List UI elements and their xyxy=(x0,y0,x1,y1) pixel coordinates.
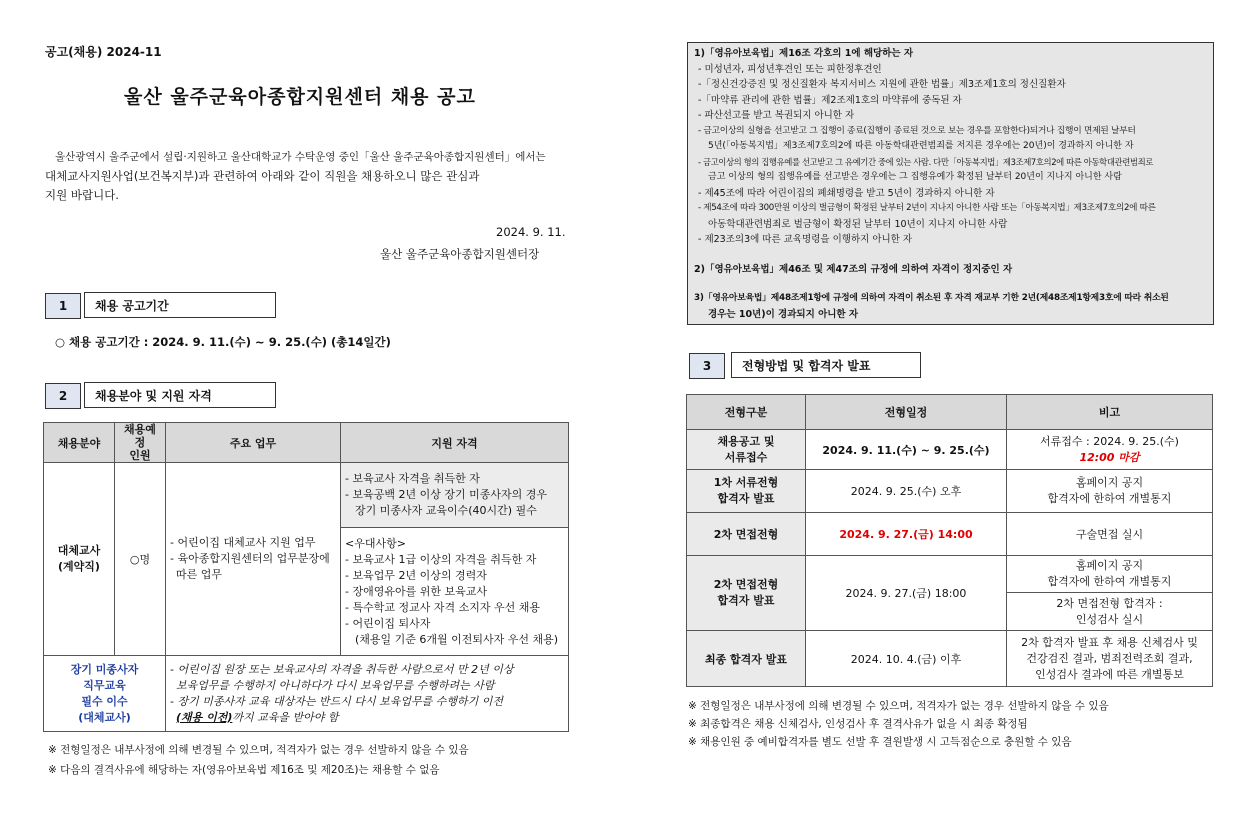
count-cell: ○명 xyxy=(115,463,166,656)
left-note: ※ 전형일정은 내부사정에 의해 변경될 수 있으며, 적격자가 없는 경우 선발하지 않을 수 있음 xyxy=(48,744,469,756)
qual-item: - 특수학교 정교사 자격 소지자 우선 채용 xyxy=(345,600,540,614)
header-count: 채용예정 인원 xyxy=(115,423,166,463)
qual-item: - 보육교사 1급 이상의 자격을 취득한 자 xyxy=(345,552,537,566)
header-stage: 전형구분 xyxy=(687,395,806,430)
header-date: 전형일정 xyxy=(806,395,1007,430)
note-cell: 구술면접 실시 xyxy=(1007,513,1213,556)
qual-preferred-cell xyxy=(341,528,569,656)
note-line: 인성검사 실시 xyxy=(1075,612,1144,626)
qual-item: - 보육교사 자격을 취득한 자 xyxy=(345,472,480,485)
stage-line: 2차 면접전형 xyxy=(713,578,779,591)
training-text-cell xyxy=(166,656,569,732)
intro-line: 대체교사지원사업(보건복지부)과 관련하여 아래와 같이 직원을 채용하오니 많은 관심과 xyxy=(45,169,480,183)
stage-line: 서류접수 xyxy=(724,450,768,464)
training-text-line: - 장기 미종사자 교육 대상자는 반드시 다시 보육업무를 수행하기 이전 xyxy=(170,694,503,708)
training-text-tail: 까지 교육을 받아야 함 xyxy=(232,710,339,724)
duties-cell xyxy=(166,463,341,656)
stage-cell xyxy=(687,430,806,470)
note-cell xyxy=(1007,470,1213,513)
disqual-item: -「정신건강증진 및 정신질환자 복지서비스 지원에 관한 법률」제3조제1호의 정신질환자 xyxy=(698,79,1066,90)
qual-item: (채용일 기준 6개월 이전퇴사자 우선 채용) xyxy=(355,632,559,646)
training-text-line: - 어린이집 원장 또는 보육교사의 자격을 취득한 사람으로서 만 2년 이상 xyxy=(170,662,514,676)
note-cell xyxy=(1007,631,1213,687)
stage-line: 채용공고 및 xyxy=(717,434,775,448)
date-cell: 2024. 9. 11.(수) ~ 9. 25.(수) xyxy=(806,430,1007,470)
note-cell xyxy=(1007,593,1213,631)
qual-item: 장기 미종사자 교육이수(40시간) 필수 xyxy=(355,504,537,517)
section-1-title: 채용 공고기간 xyxy=(84,292,276,318)
qual-item: - 보육업무 2년 이상의 경력자 xyxy=(345,568,487,582)
qual-item: - 장애영유아를 위한 보육교사 xyxy=(345,584,487,598)
signer: 울산 울주군육아종합지원센터장 xyxy=(380,247,540,261)
note-line: 합격자에 한하여 개별통지 xyxy=(1047,492,1172,505)
disqual-item: - 미성년자, 피성년후견인 또는 피한정후견인 xyxy=(698,63,882,75)
disqual-item: - 파산선고를 받고 복권되지 아니한 자 xyxy=(698,110,855,121)
note-line: 홈페이지 공지 xyxy=(1075,476,1144,489)
header-duties: 주요 업무 xyxy=(166,423,341,463)
training-label-line: 직무교육 xyxy=(83,678,126,692)
disqual-heading-3-cont: 경우는 10년)이 경과되지 아니한 자 xyxy=(708,308,859,320)
qual-item: - 어린이집 퇴사자 xyxy=(345,616,431,630)
disqual-item: 금고 이상의 형의 집행유예를 선고받은 경우에는 그 집행유예가 확정된 날부터 20년이 지나지 아니한 사람 xyxy=(708,172,1122,182)
intro-line: 지원 바랍니다. xyxy=(45,188,119,202)
header-field: 채용분야 xyxy=(44,423,115,463)
disqual-item: - 제45조에 따라 어린이집의 폐쇄명령을 받고 5년이 경과하지 아니한 자 xyxy=(698,187,995,199)
header-qualifications: 지원 자격 xyxy=(341,423,569,463)
note-line: 서류접수 : 2024. 9. 25.(수) xyxy=(1040,434,1179,448)
disqual-item: - 제23조의3에 따른 교육명령을 이행하지 아니한 자 xyxy=(698,234,913,245)
intro-paragraph xyxy=(45,148,585,205)
date-cell: 2024. 9. 25.(수) 오후 xyxy=(806,470,1007,513)
interview-date-cell: 2024. 9. 27.(금) 14:00 xyxy=(806,513,1007,556)
schedule-table xyxy=(686,394,1213,687)
training-label-line: 장기 미종사자 xyxy=(70,662,139,676)
qual-item: - 보육공백 2년 이상 장기 미종사자의 경우 xyxy=(345,488,547,501)
section-3-title: 전형방법 및 합격자 발표 xyxy=(731,352,921,378)
disqual-item: 5년(「아동복지법」제3조제7호의2에 따른 아동학대관련범죄를 저지른 경우에는 20년)이 경과하지 아니한 자 xyxy=(708,141,1134,151)
stage-line: 합격자 발표 xyxy=(717,492,775,505)
disqual-heading-3: 3)「영유아보육법」제48조제1항에 규정에 의하여 자격이 취소된 후 자격 재교부 기한 2년(제48조제1항제3호에 따라 취소된 xyxy=(694,293,1169,303)
recruit-period: ○ 채용 공고기간 : 2024. 9. 11.(수) ~ 9. 25.(수) (총14일간) xyxy=(55,335,391,349)
note-line: 2차 합격자 발표 후 채용 신체검사 및 xyxy=(1021,635,1198,649)
right-note: ※ 최종합격은 채용 신체검사, 인성검사 후 결격사유가 없을 시 최종 확정됨 xyxy=(688,718,1028,730)
qual-required-cell xyxy=(341,463,569,528)
note-line: 인성검사 결과에 따른 개별통보 xyxy=(1035,667,1184,681)
note-line: 건강검진 결과, 범죄전력조회 결과, xyxy=(1026,651,1193,665)
right-note: ※ 전형일정은 내부사정에 의해 변경될 수 있으며, 적격자가 없는 경우 선발하지 않을 수 있음 xyxy=(688,700,1109,712)
left-note: ※ 다음의 결격사유에 해당하는 자(영유아보육법 제16조 및 제20조)는 채용할 수 없음 xyxy=(48,764,440,776)
disqual-item: - 금고이상의 형의 집행유예를 선고받고 그 유예기간 중에 있는 사람. 다만「아동복지법」제3조제7호의2에 따른 아동학대관련범죄로 xyxy=(698,156,1153,167)
date-cell: 2024. 9. 27.(금) 18:00 xyxy=(806,556,1007,631)
training-label-cell xyxy=(44,656,166,732)
notice-date: 2024. 9. 11. xyxy=(496,225,566,239)
qual-item: <우대사항> xyxy=(345,536,406,550)
disqual-item: 아동학대관련범죄로 벌금형이 확정된 날부터 10년이 지나지 아니한 사람 xyxy=(708,218,1008,230)
stage-line: 합격자 발표 xyxy=(717,594,775,607)
section-2-number: 2 xyxy=(45,383,81,409)
stage-line: 1차 서류전형 xyxy=(713,476,779,489)
deadline-note: 12:00 마감 xyxy=(1079,450,1140,464)
intro-line: 울산광역시 울주군에서 설립·지원하고 울산대학교가 수탁운영 중인「울산 울주군육아종합지원센터」에서는 xyxy=(55,151,546,163)
disqual-item: - 제54조에 따라 300만원 이상의 벌금형이 확정된 날부터 2년이 지나지 아니한 사람 또는「아동복지법」제3조제7호의2에 따른 xyxy=(698,203,1156,213)
note-line: 합격자에 한하여 개별통지 xyxy=(1047,575,1172,588)
stage-cell xyxy=(687,556,806,631)
date-cell: 2024. 10. 4.(금) 이후 xyxy=(806,631,1007,687)
training-label-line: (대체교사) xyxy=(78,710,131,724)
disqual-item: - 금고이상의 실형을 선고받고 그 집행이 종료(집행이 종료된 것으로 보는 경우를 포함한다)되거나 집행이 면제된 날부터 xyxy=(698,125,1136,136)
disqual-item: -「마약류 관리에 관한 법률」제2조제1호의 마약류에 중독된 자 xyxy=(698,94,962,106)
duty-item: - 육아종합지원센터의 업무분장에 xyxy=(170,552,330,565)
stage-cell: 최종 합격자 발표 xyxy=(687,631,806,687)
duty-item: 따른 업무 xyxy=(176,568,223,581)
section-3-number: 3 xyxy=(689,353,725,379)
section-1-number: 1 xyxy=(45,293,81,319)
note-line: 홈페이지 공지 xyxy=(1075,559,1144,572)
notice-code: 공고(채용) 2024-11 xyxy=(45,45,162,59)
note-cell xyxy=(1007,430,1213,470)
disqualification-box xyxy=(687,42,1214,325)
disqual-heading-1: 1)「영유아보육법」제16조 각호의 1에 해당하는 자 xyxy=(694,48,914,59)
right-note: ※ 채용인원 중 예비합격자를 별도 선발 후 결원발생 시 고득점순으로 충원할 수 있음 xyxy=(688,736,1072,748)
duty-item: - 어린이집 대체교사 지원 업무 xyxy=(170,536,316,549)
note-line: 2차 면접전형 합격자 : xyxy=(1056,596,1163,610)
field-cell: 대체교사 (계약직) xyxy=(44,463,115,656)
page-title: 울산 울주군육아종합지원센터 채용 공고 xyxy=(124,86,476,108)
training-text-line: 보육업무를 수행하지 아니하다가 다시 보육업무를 수행하려는 사람 xyxy=(176,678,495,692)
training-label-line: 필수 이수 xyxy=(81,694,128,708)
stage-cell xyxy=(687,470,806,513)
note-cell xyxy=(1007,556,1213,593)
recruit-table xyxy=(43,422,569,732)
stage-cell: 2차 면접전형 xyxy=(687,513,806,556)
disqual-heading-2: 2)「영유아보육법」제46조 및 제47조의 규정에 의하여 자격이 정지중인 자 xyxy=(694,263,1013,275)
section-2-title: 채용분야 및 지원 자격 xyxy=(84,382,276,408)
training-emphasis: (채용 이전) xyxy=(176,710,233,724)
header-note: 비고 xyxy=(1007,395,1213,430)
